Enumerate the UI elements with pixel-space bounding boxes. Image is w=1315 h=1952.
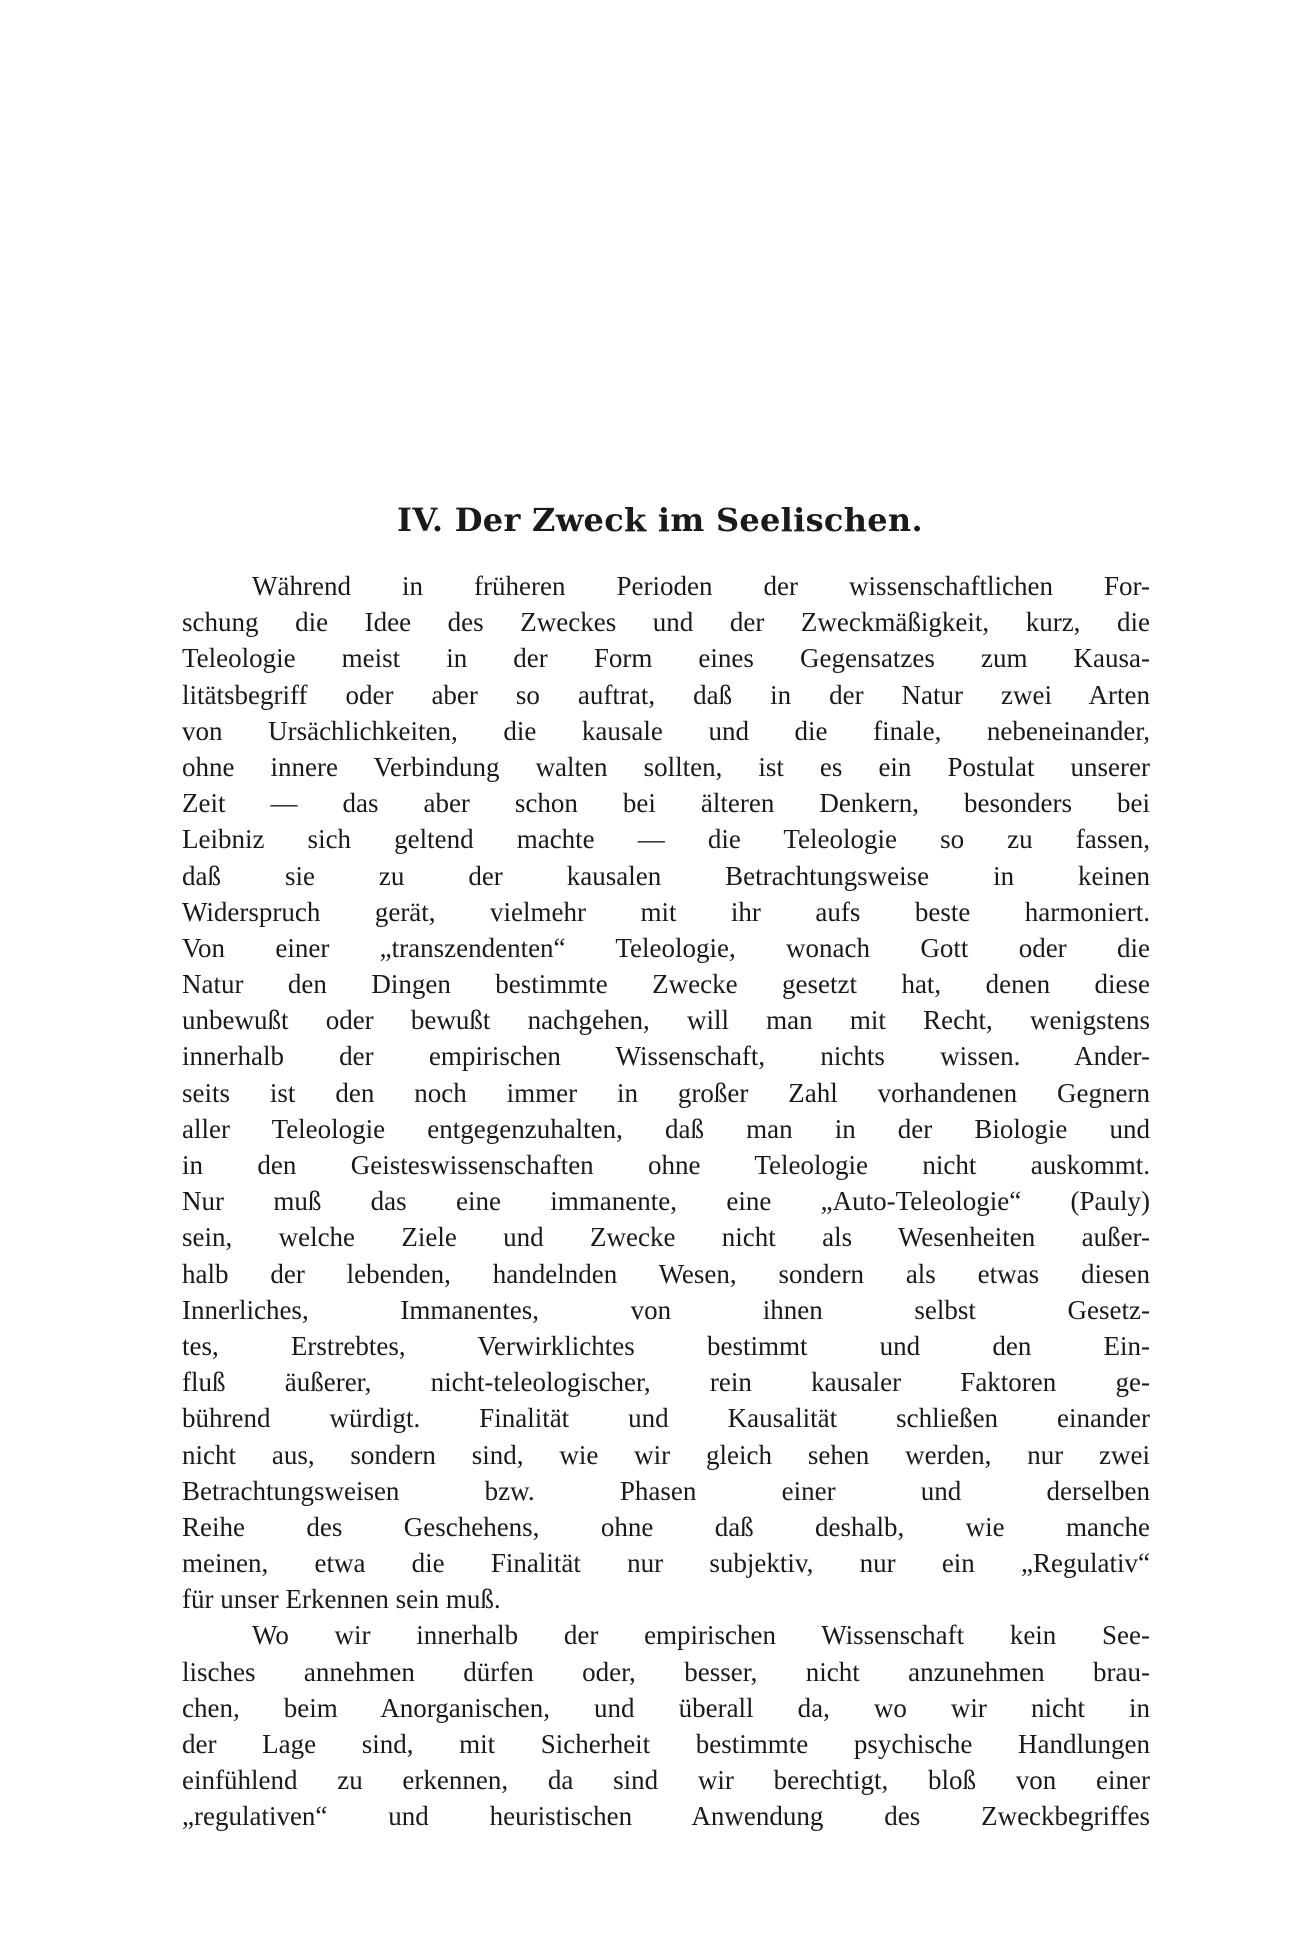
text-line: aller Teleologie entgegenzuhalten, daß man in der Biologie und [182, 1113, 1150, 1144]
text-line: Von einer „transzendenten“ Teleologie, wonach Gott oder die [182, 932, 1150, 963]
text-line: lisches annehmen dürfen oder, besser, nicht anzunehmen brau- [182, 1656, 1150, 1687]
text-line: Nur muß das eine immanente, eine „Auto-Teleologie“ (Pauly) [182, 1186, 1150, 1217]
text-line: Natur den Dingen bestimmte Zwecke gesetzt hat, denen diese [182, 969, 1150, 1000]
text-line: Widerspruch gerät, vielmehr mit ihr aufs beste harmoniert. [182, 896, 1150, 927]
text-line: Während in früheren Perioden der wissenschaftlichen For- [252, 571, 1150, 601]
text-line: für unser Erkennen sein muß. [182, 1584, 501, 1615]
text-line: fluß äußerer, nicht-teleologischer, rein kausaler Faktoren ge- [182, 1367, 1150, 1398]
body-text [182, 568, 1150, 1835]
text-line: „regulativen“ und heuristischen Anwendung des Zweckbegriffes [182, 1801, 1150, 1832]
text-line: ohne innere Verbindung walten sollten, ist es ein Postulat unserer [182, 751, 1150, 782]
text-line: Zeit — das aber schon bei älteren Denkern, besonders bei [182, 788, 1150, 819]
text-line: sein, welche Ziele und Zwecke nicht als Wesenheiten außer- [182, 1222, 1150, 1253]
text-line: seits ist den noch immer in großer Zahl vorhandenen Gegnern [182, 1077, 1150, 1108]
text-line: der Lage sind, mit Sicherheit bestimmte psychische Handlungen [182, 1729, 1150, 1759]
text-line: in den Geisteswissenschaften ohne Teleologie nicht auskommt. [182, 1150, 1150, 1180]
text-line: meinen, etwa die Finalität nur subjektiv, nur ein „Regulativ“ [182, 1548, 1150, 1579]
text-line: schung die Idee des Zweckes und der Zweckmäßigkeit, kurz, die [182, 607, 1150, 638]
chapter-heading: IV. Der Zweck im Seelischen. [397, 501, 923, 539]
text-line: litätsbegriff oder aber so auftrat, daß in der Natur zwei Arten [182, 679, 1150, 710]
text-line: daß sie zu der kausalen Betrachtungsweise in keinen [182, 860, 1150, 891]
text-line: Teleologie meist in der Form eines Gegensatzes zum Kausa- [182, 643, 1150, 674]
text-line: unbewußt oder bewußt nachgehen, will man mit Recht, wenigstens [182, 1005, 1150, 1036]
text-line: tes, Erstrebtes, Verwirklichtes bestimmt und den Ein- [182, 1330, 1150, 1361]
text-line: bührend würdigt. Finalität und Kausalität schließen einander [182, 1403, 1150, 1434]
text-line: einfühlend zu erkennen, da sind wir berechtigt, bloß von einer [182, 1765, 1150, 1796]
text-line: innerhalb der empirischen Wissenschaft, nichts wissen. Ander- [182, 1041, 1150, 1072]
text-line: Betrachtungsweisen bzw. Phasen einer und derselben [182, 1475, 1150, 1506]
text-line: Leibniz sich geltend machte — die Teleologie so zu fassen, [182, 824, 1150, 855]
text-line: nicht aus, sondern sind, wie wir gleich sehen werden, nur zwei [182, 1439, 1150, 1470]
text-line: halb der lebenden, handelnden Wesen, sondern als etwas diesen [182, 1258, 1150, 1289]
text-line: Wo wir innerhalb der empirischen Wissenschaft kein See- [252, 1620, 1150, 1651]
text-line: Reihe des Geschehens, ohne daß deshalb, wie manche [182, 1511, 1150, 1542]
text-line: chen, beim Anorganischen, und überall da, wo wir nicht in [182, 1692, 1150, 1723]
text-line: Innerliches, Immanentes, von ihnen selbst Gesetz- [182, 1294, 1150, 1325]
text-line: von Ursächlichkeiten, die kausale und die finale, nebeneinander, [182, 715, 1150, 746]
